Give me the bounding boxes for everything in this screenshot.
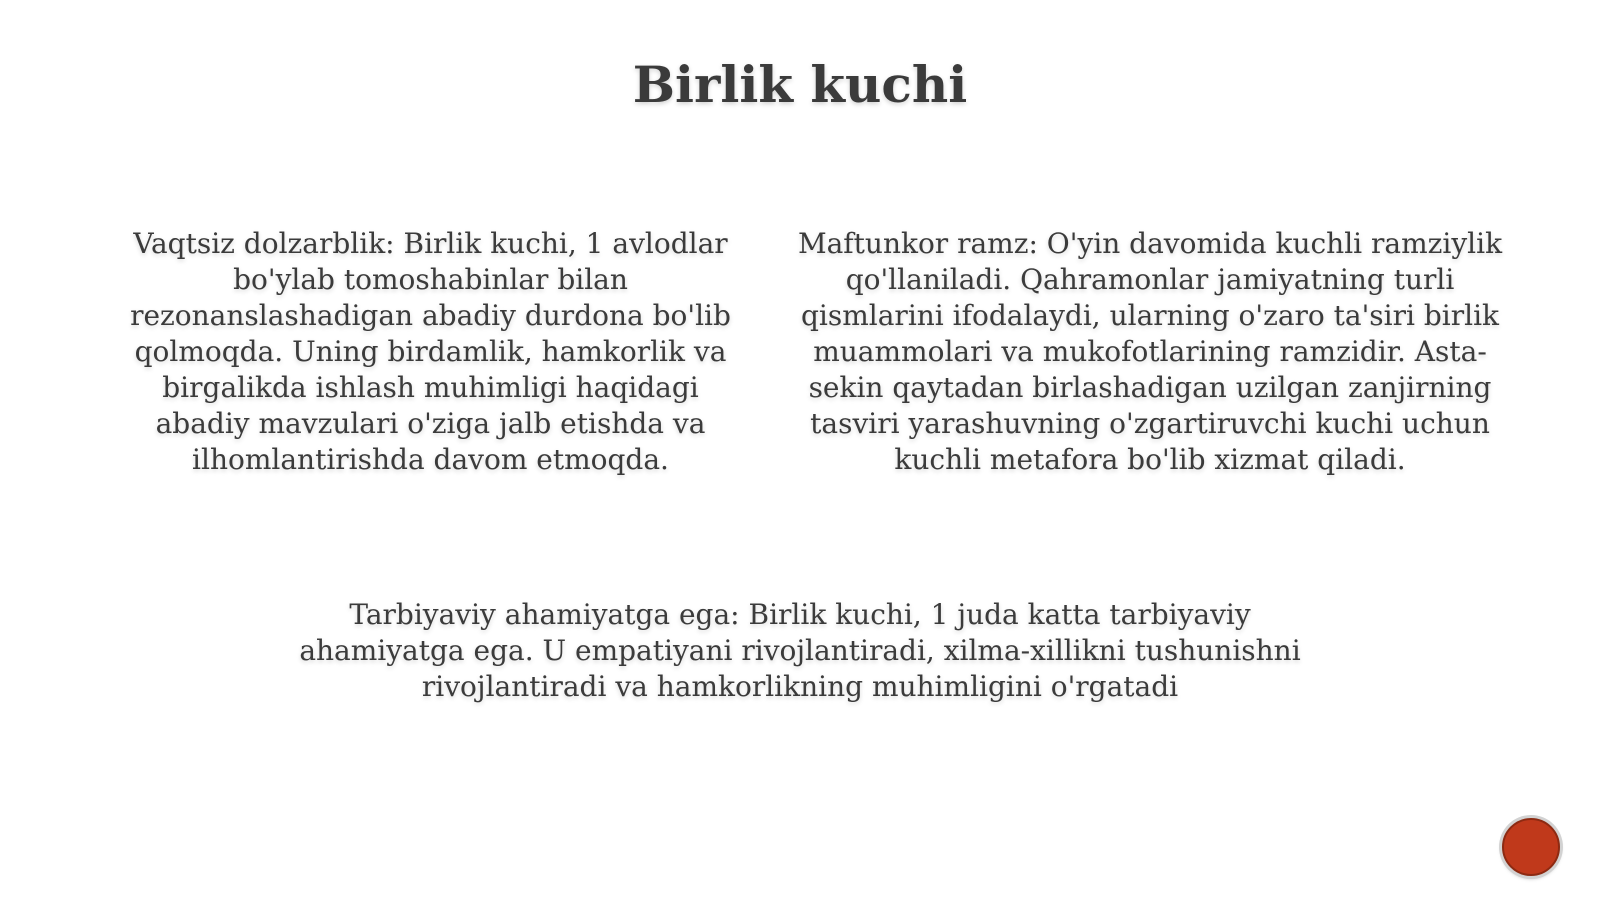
text-block-timeless-relevance: Vaqtsiz dolzarblik: Birlik kuchi, 1 avlodlar bo'ylab tomoshabinlar bilan rezonanslashadigan abadiy durdona bo'lib qolmoqda. Uning birdamlik, hamkorlik va birgalikda ishlash muhimligi haqidagi abadiy mavzulari o'ziga jalb etishda va ilhomlantirishda davom etmoqda. — [130, 227, 731, 476]
text-block-symbolism: Maftunkor ramz: O'yin davomida kuchli ramziylik qo'llaniladi. Qahramonlar jamiyatning turli qismlarini ifodalaydi, ularning o'zaro ta'siri birlik muammolari va mukofotlarining ramzidir. Asta-sekin qaytadan birlashadigan uzilgan zanjirning tasviri yarashuvning o'zgartiruvchi kuchi uchun kuchli metafora bo'lib xizmat qiladi. — [797, 227, 1503, 476]
slide-title: Birlik kuchi — [632, 55, 968, 114]
slide-nav-badge[interactable] — [1502, 818, 1560, 876]
text-block-educational-value: Tarbiyaviy ahamiyatga ega: Birlik kuchi, 1 juda katta tarbiyaviy ahamiyatga ega. U empatiyani rivojlantiradi, xilma-xillikni tushunishni rivojlantiradi va hamkorlikning muhimligini o'rgatadi — [299, 598, 1301, 703]
